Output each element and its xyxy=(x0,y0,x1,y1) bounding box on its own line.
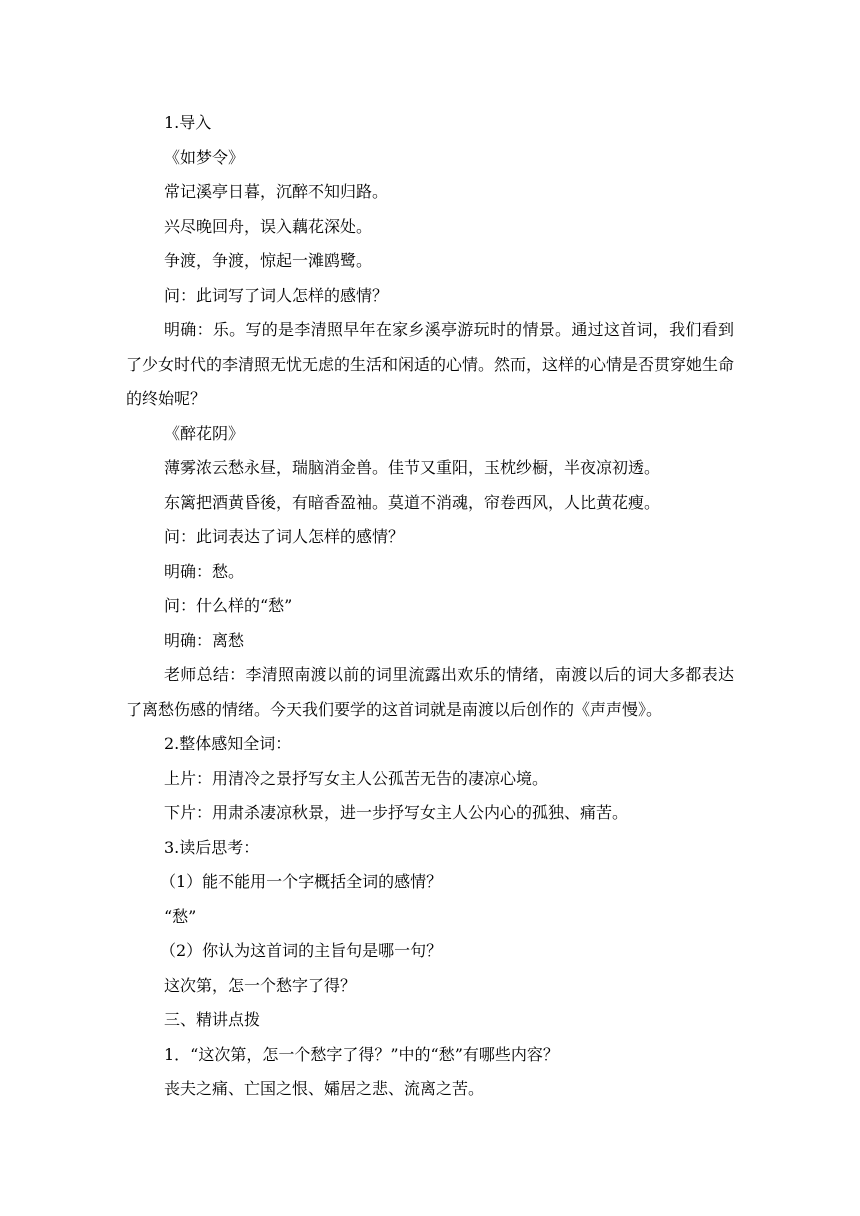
poem-line: 常记溪亭日暮，沉醉不知归路。 xyxy=(164,182,389,201)
answer-text: 丧夫之痛、亡国之恨、孀居之悲、流离之苦。 xyxy=(164,1079,485,1098)
question-text: 1．“这次第，怎一个愁字了得？”中的“愁”有哪些内容？ xyxy=(164,1044,559,1064)
overview-line: 下片：用肃杀凄凉秋景，进一步抒写女主人公内心的孤独、痛苦。 xyxy=(164,803,629,822)
section-heading-explain: 三、精讲点拨 xyxy=(164,1010,261,1029)
teacher-summary-paragraph: 老师总结：李清照南渡以前的词里流露出欢乐的情绪，南渡以后的词大多都表达了离愁伤感的情绪。今天我们要学的这首词就是南渡以后创作的《声声慢》。 xyxy=(126,665,734,719)
section-heading-overview: 2.整体感知全词： xyxy=(164,734,292,753)
question-text: （1）能不能用一个字概括全词的感情？ xyxy=(160,872,443,891)
question-text: 问：此词写了词人怎样的感情？ xyxy=(164,285,389,305)
section-heading-reflection: 3.读后思考： xyxy=(164,837,260,857)
overview-line: 上片：用清冷之景抒写女主人公孤苦无告的凄凉心境。 xyxy=(164,768,549,788)
answer-text: 明确：愁。 xyxy=(164,561,245,581)
poem-line: 兴尽晚回舟，误入藕花深处。 xyxy=(164,216,373,236)
answer-text: 明确：离愁 xyxy=(164,630,245,650)
question-text: 问：此词表达了词人怎样的感情？ xyxy=(164,527,405,546)
answer-text: 这次第，怎一个愁字了得？ xyxy=(164,975,357,995)
answer-text: “愁” xyxy=(164,906,197,926)
question-text: 问：什么样的“愁” xyxy=(164,596,293,615)
document-body xyxy=(0,106,860,1107)
poem-line: 东篱把酒黄昏後，有暗香盈袖。莫道不消魂，帘卷西风，人比黄花瘦。 xyxy=(164,492,661,512)
poem-title-zuihuayin: 《醉花阴》 xyxy=(164,423,245,443)
question-text: （2）你认为这首词的主旨句是哪一句？ xyxy=(160,941,443,960)
poem-title-rumengling: 《如梦令》 xyxy=(164,147,245,167)
poem-line: 薄雾浓云愁永昼，瑞脑消金兽。佳节又重阳，玉枕纱橱，半夜凉初透。 xyxy=(164,458,661,477)
poem-line: 争渡，争渡，惊起一滩鸥鹭。 xyxy=(164,251,373,270)
section-heading-intro: 1.导入 xyxy=(164,113,212,132)
answer-paragraph: 明确：乐。写的是李清照早年在家乡溪亭游玩时的情景。通过这首词，我们看到了少女时代的李清照无忧无虑的生活和闲适的心情。然而，这样的心情是否贯穿她生命的终始呢？ xyxy=(126,320,735,408)
